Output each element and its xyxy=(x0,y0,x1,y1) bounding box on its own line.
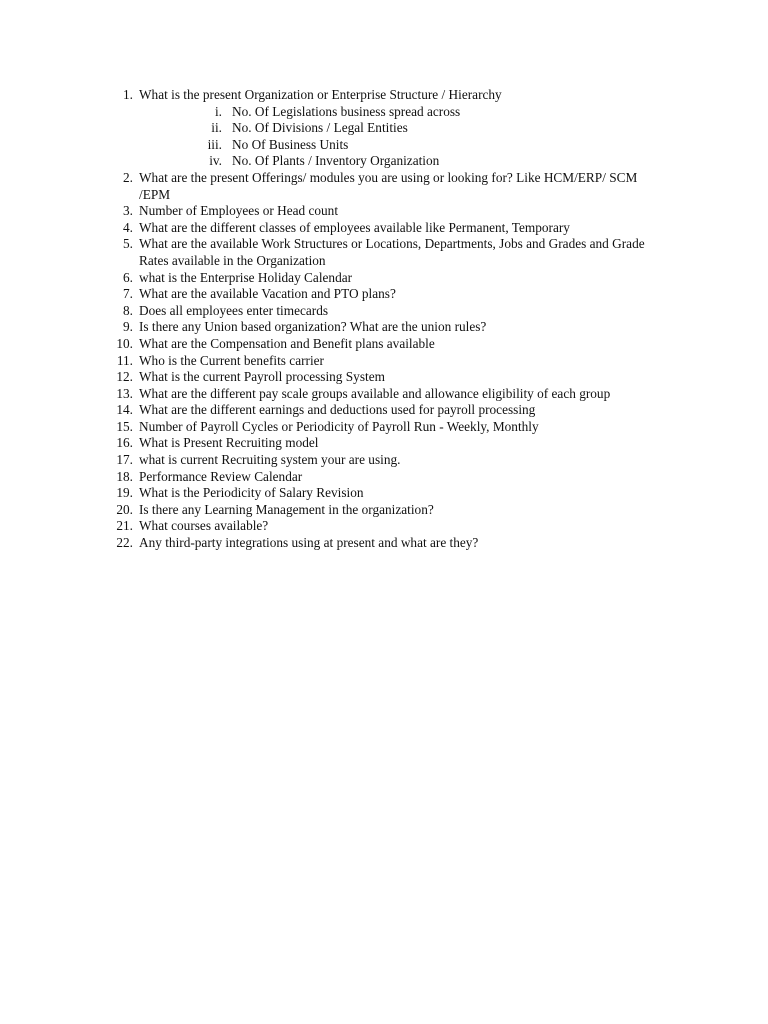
list-item xyxy=(0,336,768,353)
item-number: 2. xyxy=(123,169,133,185)
item-number: 5. xyxy=(123,236,133,252)
item-text: What are the present Offerings/ modules you are using or looking for? Like HCM/ERP/ SCM /EPM xyxy=(139,169,638,202)
item-number: 16. xyxy=(116,435,133,451)
item-number: 21. xyxy=(116,518,133,534)
list-item xyxy=(0,170,768,203)
sub-question-list xyxy=(139,104,650,170)
item-number: 1. xyxy=(123,87,133,102)
list-item xyxy=(0,87,768,170)
item-text: What are the available Vacation and PTO plans? xyxy=(139,286,396,302)
item-text: What is the present Organization or Enterprise Structure / Hierarchy xyxy=(139,87,502,102)
list-item xyxy=(0,502,768,519)
item-number: 19. xyxy=(116,485,133,501)
item-number: 13. xyxy=(116,385,133,401)
item-text: What is Present Recruiting model xyxy=(139,435,319,451)
list-item xyxy=(0,485,768,502)
item-number: 12. xyxy=(116,369,133,385)
item-number: 3. xyxy=(123,203,133,219)
item-text: What are the different earnings and deductions used for payroll processing xyxy=(139,402,536,418)
sub-item-text: No. Of Plants / Inventory Organization xyxy=(232,153,440,169)
item-text: what is current Recruiting system your are using. xyxy=(139,452,401,468)
list-item xyxy=(0,419,768,436)
sub-item-number: i. xyxy=(214,103,222,119)
sub-list-item xyxy=(0,120,650,137)
item-number: 20. xyxy=(116,501,133,517)
list-item xyxy=(0,435,768,452)
item-number: 18. xyxy=(116,468,133,484)
list-item xyxy=(0,518,768,535)
item-text: What are the different pay scale groups available and allowance eligibility of each group xyxy=(139,385,611,401)
question-list xyxy=(0,87,768,552)
item-text: Number of Employees or Head count xyxy=(139,203,339,219)
sub-item-number: ii. xyxy=(211,120,222,136)
item-number: 7. xyxy=(123,286,133,302)
sub-item-text: No. Of Divisions / Legal Entities xyxy=(232,120,408,136)
list-item xyxy=(0,452,768,469)
item-text: Does all employees enter timecards xyxy=(139,302,329,318)
list-item xyxy=(0,535,768,552)
item-number: 17. xyxy=(116,452,133,468)
item-number: 9. xyxy=(123,319,133,335)
item-text: Is there any Learning Management in the organization? xyxy=(139,501,434,517)
sub-list-item xyxy=(0,137,650,154)
item-text: Performance Review Calendar xyxy=(139,468,303,484)
sub-item-text: No Of Business Units xyxy=(232,136,349,152)
list-item xyxy=(0,220,768,237)
item-number: 15. xyxy=(116,418,133,434)
item-number: 4. xyxy=(123,219,133,235)
item-number: 10. xyxy=(116,335,133,351)
item-text: what is the Enterprise Holiday Calendar xyxy=(139,269,353,285)
list-item xyxy=(0,303,768,320)
sub-list-item xyxy=(0,153,650,170)
list-item xyxy=(0,369,768,386)
item-text: Is there any Union based organization? What are the union rules? xyxy=(139,319,487,335)
item-text: What is the Periodicity of Salary Revision xyxy=(139,485,364,501)
sub-item-text: No. Of Legislations business spread across xyxy=(232,103,461,119)
item-number: 14. xyxy=(116,402,133,418)
item-text: What are the different classes of employees available like Permanent, Temporary xyxy=(139,219,570,235)
item-number: 8. xyxy=(123,302,133,318)
list-item xyxy=(0,270,768,287)
list-item xyxy=(0,236,768,269)
list-item xyxy=(0,203,768,220)
item-text: Who is the Current benefits carrier xyxy=(139,352,324,368)
list-item xyxy=(0,286,768,303)
sub-item-number: iv. xyxy=(209,153,222,169)
item-text: What courses available? xyxy=(139,518,269,534)
item-text: Any third-party integrations using at present and what are they? xyxy=(139,535,479,551)
item-text: What are the available Work Structures or Locations, Departments, Jobs and Grades and Grade Rates available in the Organization xyxy=(139,236,645,268)
list-item xyxy=(0,402,768,419)
list-item xyxy=(0,319,768,336)
list-item xyxy=(0,386,768,403)
item-text: Number of Payroll Cycles or Periodicity of Payroll Run - Weekly, Monthly xyxy=(139,418,539,434)
sub-item-number: iii. xyxy=(207,136,222,152)
item-text: What are the Compensation and Benefit plans available xyxy=(139,335,435,351)
item-number: 11. xyxy=(116,352,133,368)
item-number: 22. xyxy=(116,535,133,551)
item-number: 6. xyxy=(123,269,133,285)
list-item xyxy=(0,353,768,370)
sub-list-item xyxy=(0,104,650,121)
list-item xyxy=(0,469,768,486)
item-text: What is the current Payroll processing System xyxy=(139,369,385,385)
